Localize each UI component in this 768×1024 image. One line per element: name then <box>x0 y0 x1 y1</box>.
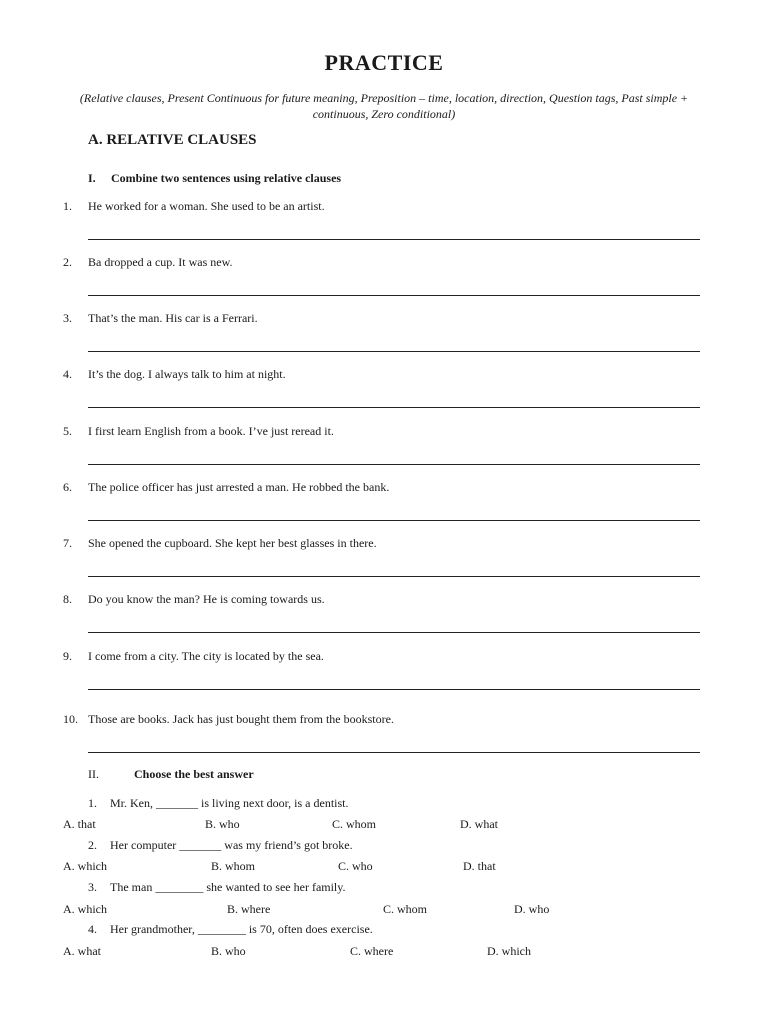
mc-option: C. who <box>338 859 373 873</box>
mc-option: A. that <box>63 817 96 831</box>
answer-line <box>88 464 700 465</box>
answer-line <box>88 351 700 352</box>
mc-option: D. who <box>514 902 550 916</box>
mc-question-text: Her grandmother, ________ is 70, often does exercise. <box>110 922 373 936</box>
mc-question-number: 4. <box>88 922 97 936</box>
part-number: I. <box>88 171 96 185</box>
mc-question-text: Mr. Ken, _______ is living next door, is a dentist. <box>110 796 349 810</box>
question-number: 5. <box>63 424 72 438</box>
mc-option: B. whom <box>211 859 256 873</box>
mc-option: B. who <box>211 944 246 958</box>
mc-option: A. which <box>63 902 107 916</box>
question-number: 1. <box>63 199 72 213</box>
question-text: The police officer has just arrested a man. He robbed the bank. <box>88 480 390 494</box>
question-number: 6. <box>63 480 72 494</box>
question-text: That’s the man. His car is a Ferrari. <box>88 311 258 325</box>
answer-line <box>88 520 700 521</box>
mc-option: A. which <box>63 859 107 873</box>
question-number: 10. <box>63 712 78 726</box>
answer-line <box>88 632 700 633</box>
answer-line <box>88 295 700 296</box>
question-number: 4. <box>63 367 72 381</box>
mc-option: B. where <box>227 902 271 916</box>
part-number: II. <box>88 767 99 781</box>
question-number: 7. <box>63 536 72 550</box>
answer-line <box>88 407 700 408</box>
question-number: 3. <box>63 311 72 325</box>
mc-option: B. who <box>205 817 240 831</box>
question-text: I first learn English from a book. I’ve just reread it. <box>88 424 334 438</box>
mc-option: D. what <box>460 817 498 831</box>
mc-question-text: The man ________ she wanted to see her family. <box>110 880 346 894</box>
answer-line <box>88 239 700 240</box>
mc-question-number: 2. <box>88 838 97 852</box>
section-heading: A. RELATIVE CLAUSES <box>88 132 257 148</box>
question-text: Do you know the man? He is coming towards us. <box>88 592 325 606</box>
question-text: Those are books. Jack has just bought them from the bookstore. <box>88 712 394 726</box>
page-subtitle: (Relative clauses, Present Continuous for future meaning, Preposition – time, location, direction, Question tags, Past simple + continuous, Zero conditional) <box>79 91 689 121</box>
page-title: PRACTICE <box>324 50 444 75</box>
mc-question-number: 3. <box>88 880 97 894</box>
mc-option: C. whom <box>383 902 428 916</box>
question-text: He worked for a woman. She used to be an artist. <box>88 199 325 213</box>
question-number: 8. <box>63 592 72 606</box>
mc-option: C. whom <box>332 817 377 831</box>
part-title: Combine two sentences using relative clauses <box>111 171 342 185</box>
answer-line <box>88 752 700 753</box>
mc-question-text: Her computer _______ was my friend’s got broke. <box>110 838 353 852</box>
part-title: Choose the best answer <box>134 767 254 781</box>
mc-option: D. which <box>487 944 531 958</box>
mc-option: C. where <box>350 944 394 958</box>
mc-option: A. what <box>63 944 101 958</box>
question-text: I come from a city. The city is located by the sea. <box>88 649 324 663</box>
question-text: Ba dropped a cup. It was new. <box>88 255 233 269</box>
answer-line <box>88 576 700 577</box>
mc-option: D. that <box>463 859 496 873</box>
question-number: 2. <box>63 255 72 269</box>
question-text: She opened the cupboard. She kept her best glasses in there. <box>88 536 377 550</box>
mc-question-number: 1. <box>88 796 97 810</box>
question-text: It’s the dog. I always talk to him at night. <box>88 367 286 381</box>
question-number: 9. <box>63 649 72 663</box>
answer-line <box>88 689 700 690</box>
